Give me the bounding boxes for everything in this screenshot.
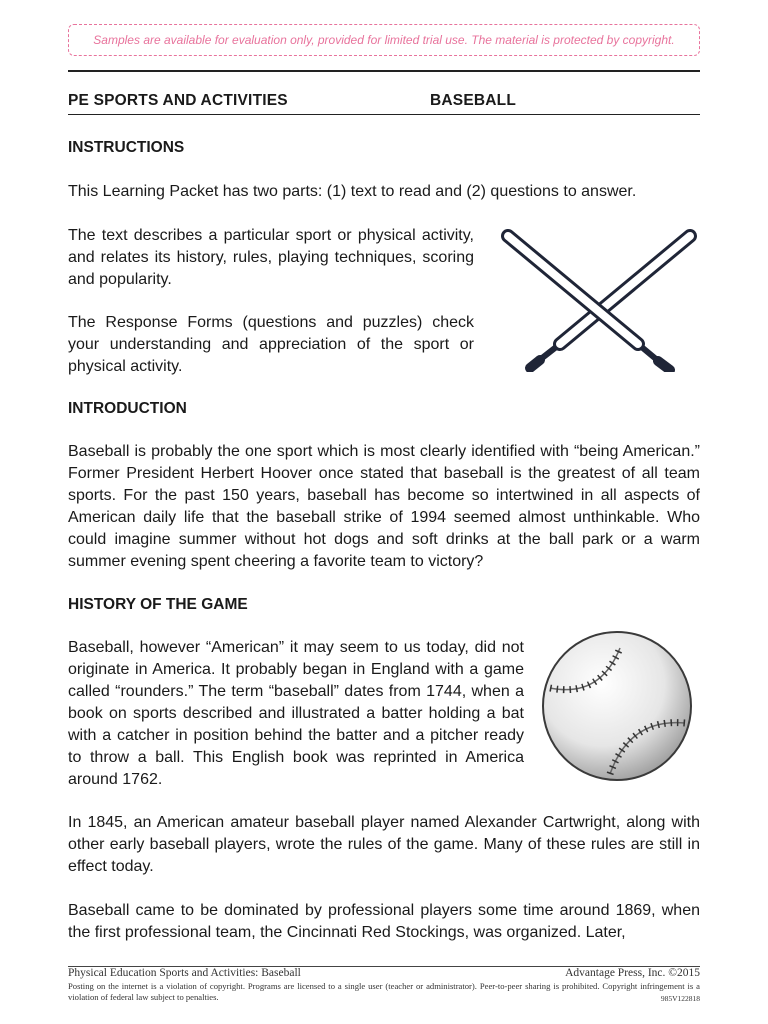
instructions-paragraph-2: The text describes a particular sport or physical activity, and relates its history, rules, playing techniques, scoring and popularity. xyxy=(68,227,474,288)
top-rule xyxy=(68,70,700,72)
introduction-paragraph: Baseball is probably the one sport which is most clearly identified with “being American.” Former President Herbert Hoover once stated that baseball is the greatest of all team sports. For the past 150 years, baseball has become so intertwined in all aspects of American daily life that the baseball strike of 1994 seemed almost unthinkable. Who could imagine summer without hot dogs and soft drinks at the ball park or a warm summer evening spent cheering a favorite team to victory? xyxy=(68,443,700,570)
crossed-bats-icon xyxy=(490,222,710,372)
instructions-paragraph-3: The Response Forms (questions and puzzles) check your understanding and appreciation of the sport or physical activity. xyxy=(68,314,474,375)
footer-publisher: Advantage Press, Inc. ©2015 xyxy=(565,967,700,979)
copyright-banner xyxy=(68,24,700,56)
baseball-icon xyxy=(540,628,694,784)
history-paragraph-3: Baseball came to be dominated by professional players some time around 1869, when the first professional team, the Cincinnati Red Stockings, was organized. Later, xyxy=(68,902,700,941)
footer-code: 985V122818 xyxy=(660,994,700,1003)
header-subject: PE SPORTS AND ACTIVITIES xyxy=(68,92,288,109)
instructions-heading: INSTRUCTIONS xyxy=(68,139,185,156)
history-heading: HISTORY OF THE GAME xyxy=(68,596,248,613)
footer-copyright-notice: Posting on the internet is a violation of copyright. Programs are licensed to a single user (teacher or administrator). Peer-to-peer sharing is prohibited. Copyright infringement is a violation of federal law subject to penalties. xyxy=(68,981,700,1002)
footer-title: Physical Education Sports and Activities: Baseball xyxy=(68,967,301,979)
history-paragraph-2: In 1845, an American amateur baseball player named Alexander Cartwright, along with other early baseball players, wrote the rules of the game. Many of these rules are still in effect today. xyxy=(68,814,700,875)
instructions-paragraph-1: This Learning Packet has two parts: (1) text to read and (2) questions to answer. xyxy=(68,183,637,200)
introduction-heading: INTRODUCTION xyxy=(68,400,187,417)
history-paragraph-1: Baseball, however “American” it may seem to us today, did not originate in America. It probably began in England with a game called “rounders.” The term “baseball” dates from 1744, when a book on sports described and illustrated a batter holding a bat with a catcher in position behind the batter and a pitcher ready to throw a ball. This English book was reprinted in America around 1762. xyxy=(68,639,524,788)
banner-text: Samples are available for evaluation only, provided for limited trial use. The material is protected by copyright. xyxy=(93,33,675,47)
header-sport: BASEBALL xyxy=(430,92,516,109)
header-rule xyxy=(68,114,700,115)
